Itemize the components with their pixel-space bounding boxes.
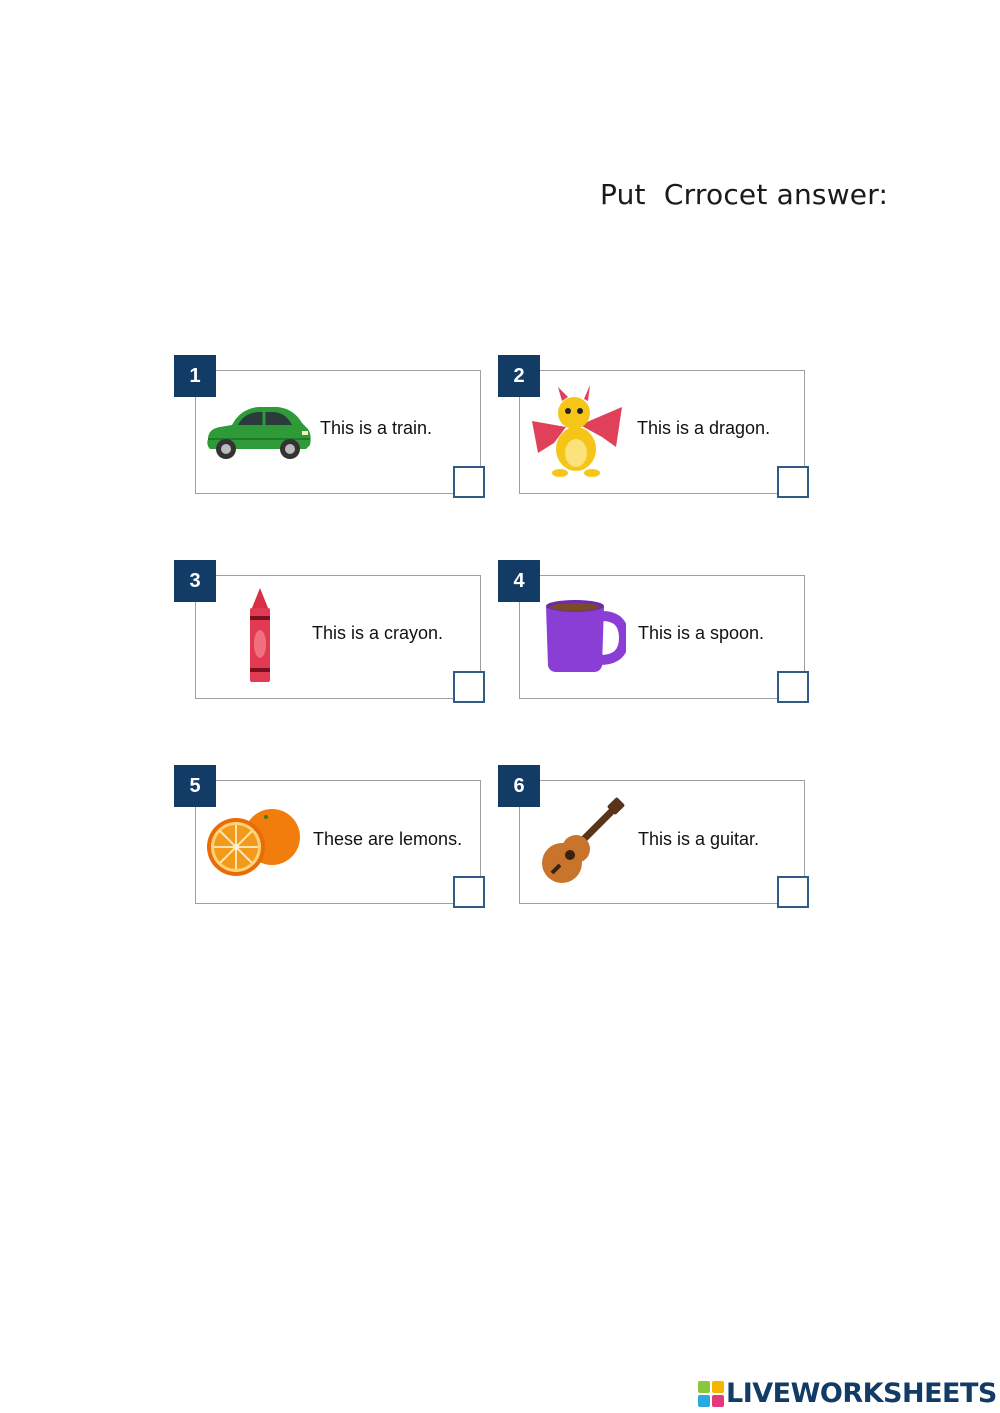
card-sentence: This is a spoon. [638, 623, 765, 643]
card-number-badge: 4 [498, 560, 540, 602]
liveworksheets-logo-text: LIVEWORKSHEETS [726, 1378, 997, 1409]
answer-card-5 [189, 774, 481, 904]
ukulele-picture [530, 797, 630, 887]
answer-card-6 [513, 774, 805, 904]
card-sentence: This is a dragon. [637, 418, 771, 438]
yellow-dragon-picture [530, 385, 626, 477]
card-number-badge: 5 [174, 765, 216, 807]
card-number-badge: 2 [498, 355, 540, 397]
card-sentence: This is a crayon. [312, 623, 444, 643]
card-number-badge: 1 [174, 355, 216, 397]
answer-checkbox-5[interactable] [453, 876, 485, 908]
answer-checkbox-2[interactable] [777, 466, 809, 498]
green-car-picture [202, 401, 314, 463]
answer-checkbox-3[interactable] [453, 671, 485, 703]
oranges-picture [204, 805, 302, 877]
purple-mug-picture [542, 598, 626, 674]
liveworksheets-logo [698, 1378, 997, 1409]
card-number-badge: 6 [498, 765, 540, 807]
answer-checkbox-6[interactable] [777, 876, 809, 908]
worksheet-instruction: Put Crrocet answer: [600, 178, 889, 211]
card-sentence: These are lemons. [313, 829, 463, 849]
liveworksheets-logo-icon [698, 1381, 724, 1407]
answer-checkbox-4[interactable] [777, 671, 809, 703]
card-sentence: This is a guitar. [638, 829, 760, 849]
answer-checkbox-1[interactable] [453, 466, 485, 498]
answer-card-2 [513, 364, 805, 494]
answer-card-3 [189, 569, 481, 699]
card-sentence: This is a train. [320, 418, 433, 438]
answer-card-1 [189, 364, 481, 494]
red-crayon-picture [246, 588, 274, 684]
answer-card-4 [513, 569, 805, 699]
card-number-badge: 3 [174, 560, 216, 602]
